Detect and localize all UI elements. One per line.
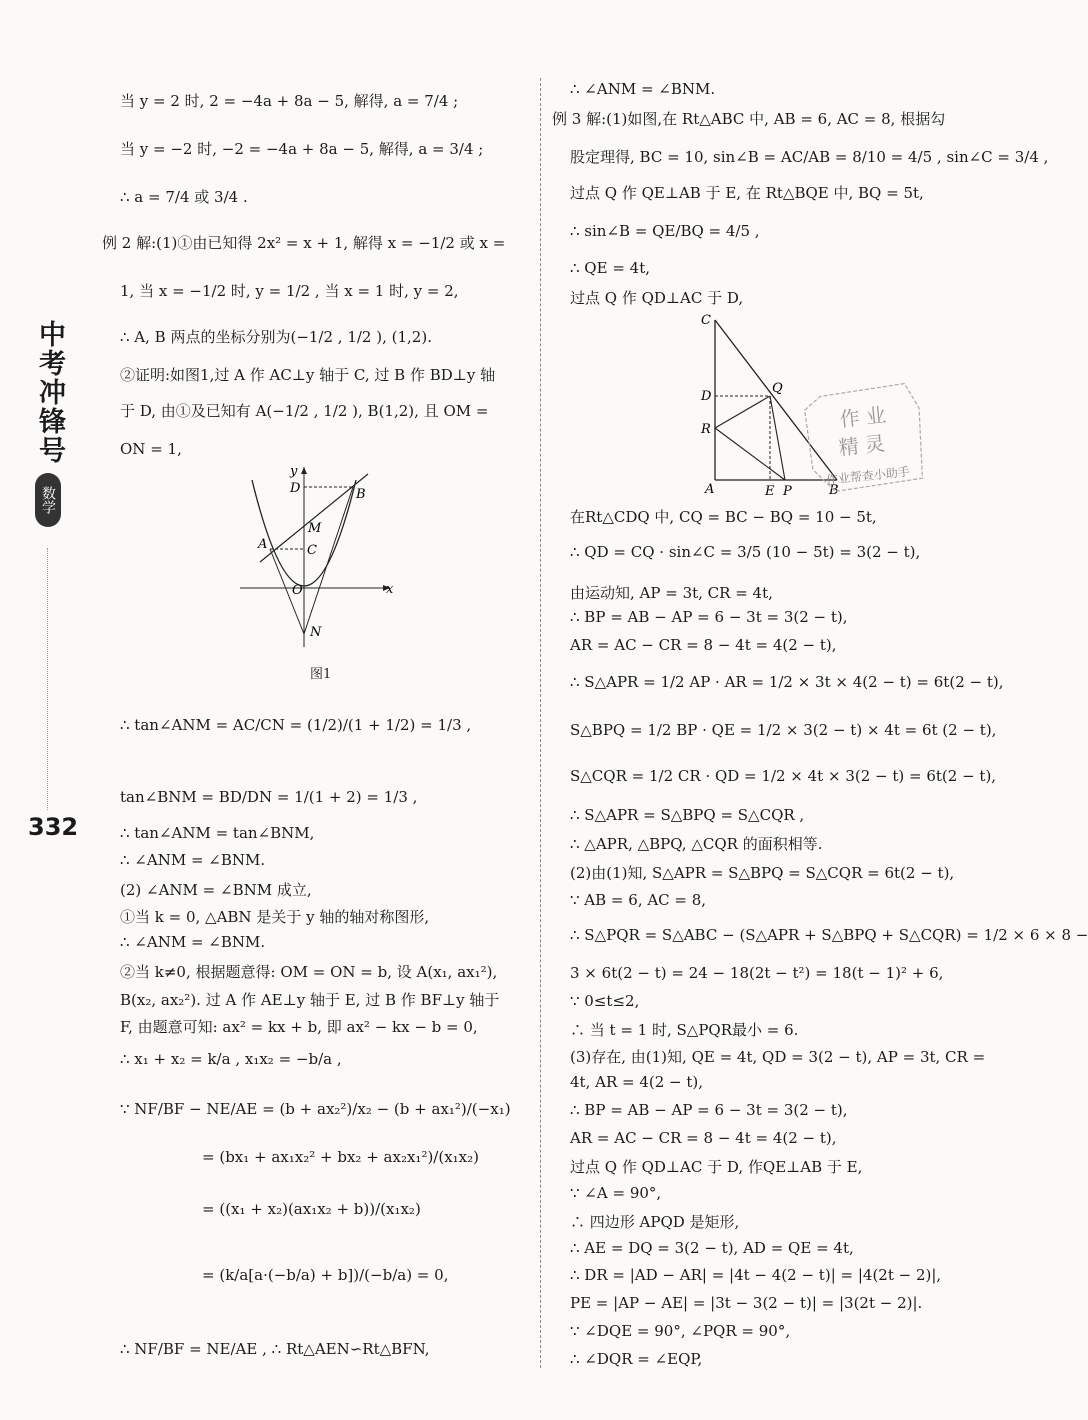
text-line: (2) ∠ANM = ∠BNM 成立,	[120, 881, 312, 899]
text-line: ∵ ∠A = 90°,	[570, 1184, 662, 1202]
text-line: ∴ S△PQR = S△ABC − (S△APR + S△BPQ + S△CQR) = 1/2 × 6 × 8 −	[570, 926, 1088, 944]
book-title: 中考冲锋号	[34, 320, 65, 465]
text-line: ②证明:如图1,过 A 作 AC⊥y 轴于 C, 过 B 作 BD⊥y 轴	[120, 366, 496, 384]
stamp-line-1: 作 业	[838, 402, 888, 432]
subject-badge: 数学	[35, 473, 61, 527]
text-line: ∴ tan∠ANM = AC/CN = (1/2)/(1 + 1/2) = 1/3 ,	[120, 716, 472, 734]
label-b: B	[356, 487, 366, 502]
text-line: 过点 Q 作 QE⊥AB 于 E, 在 Rt△BQE 中, BQ = 5t,	[570, 184, 924, 202]
label-r: R	[701, 422, 711, 437]
text-line: 当 y = −2 时, −2 = −4a + 8a − 5, 解得, a = 3/4 ;	[120, 140, 484, 158]
text-line: ∴ BP = AB − AP = 6 − 3t = 3(2 − t),	[570, 608, 848, 626]
text-line: ∴ S△APR = 1/2 AP · AR = 1/2 × 3t × 4(2 − t) = 6t(2 − t),	[570, 673, 1004, 691]
text-line: ∵ AB = 6, AC = 8,	[570, 891, 707, 909]
column-divider	[540, 78, 541, 1368]
text-line: S△BPQ = 1/2 BP · QE = 1/2 × 3(2 − t) × 4t = 6t (2 − t),	[570, 721, 997, 739]
text-line: = (bx₁ + ax₁x₂² + bx₂ + ax₂x₁²)/(x₁x₂)	[202, 1148, 480, 1166]
segment-bn	[304, 487, 353, 634]
label-c: C	[701, 313, 711, 328]
text-line: ∴ tan∠ANM = tan∠BNM,	[120, 824, 315, 842]
text-line: ∴ ∠DQR = ∠EQP,	[570, 1350, 703, 1368]
text-line: 于 D, 由①及已知有 A(−1/2 , 1/2 ), B(1,2), 且 OM =	[120, 402, 489, 420]
text-line: 3 × 6t(2 − t) = 24 − 18(2t − t²) = 18(t − 1)² + 6,	[570, 964, 944, 982]
text-line: 当 y = 2 时, 2 = −4a + 8a − 5, 解得, a = 7/4 ;	[120, 92, 459, 110]
label-a: A	[258, 537, 268, 552]
text-line: ∴ QD = CQ · sin∠C = 3/5 (10 − 5t) = 3(2 − t),	[570, 543, 921, 561]
stamp-line-2: 精 灵	[837, 431, 887, 460]
left-column	[102, 0, 530, 1420]
text-line: AR = AC − CR = 8 − 4t = 4(2 − t),	[570, 1129, 837, 1147]
text-line: ∵ 0≤t≤2,	[570, 992, 640, 1010]
figure-1-caption: 图1	[310, 667, 332, 682]
segment-rq	[715, 396, 770, 428]
text-line: ∴ DR = |AD − AR| = |4t − 4(2 − t)| = |4(2t − 2)|,	[570, 1266, 942, 1284]
text-line: ∴ ∠ANM = ∠BNM.	[120, 933, 266, 951]
stamp-frame	[795, 378, 936, 501]
text-line: ON = 1,	[120, 440, 182, 458]
label-m: M	[308, 521, 322, 536]
text-line: ∴ ∠ANM = ∠BNM.	[120, 851, 266, 869]
text-line: F, 由题意可知: ax² = kx + b, 即 ax² − kx − b = 0,	[120, 1018, 478, 1036]
text-line: ①当 k = 0, △ABN 是关于 y 轴的轴对称图形,	[120, 908, 430, 926]
label-b: B	[829, 483, 839, 498]
label-d: D	[701, 389, 712, 404]
text-line: (3)存在, 由(1)知, QE = 4t, QD = 3(2 − t), AP = 3t, CR =	[570, 1048, 986, 1066]
text-line: ∵ ∠DQE = 90°, ∠PQR = 90°,	[570, 1322, 791, 1340]
text-line: ∴ A, B 两点的坐标分别为(−1/2 , 1/2 ), (1,2).	[120, 328, 432, 346]
text-line: 过点 Q 作 QD⊥AC 于 D, 作QE⊥AB 于 E,	[570, 1158, 863, 1176]
text-line: 由运动知, AP = 3t, CR = 4t,	[570, 584, 773, 602]
text-line: ∴ QE = 4t,	[570, 259, 651, 277]
text-line: 4t, AR = 4(2 − t),	[570, 1073, 704, 1091]
label-y: y	[290, 464, 298, 479]
text-line: ∴ NF/BF = NE/AE , ∴ Rt△AEN∽Rt△BFN,	[120, 1340, 430, 1358]
text-line: ∴ 四边形 APQD 是矩形,	[570, 1213, 740, 1231]
text-line: ∴ S△APR = S△BPQ = S△CQR ,	[570, 806, 805, 824]
y-axis-arrow	[301, 467, 307, 474]
text-line: ∴ a = 7/4 或 3/4 .	[120, 188, 248, 206]
text-line: ∴ x₁ + x₂ = k/a , x₁x₂ = −b/a ,	[120, 1050, 342, 1068]
label-q: Q	[772, 381, 783, 396]
label-c: C	[307, 543, 317, 558]
label-a: A	[705, 482, 715, 497]
text-line: ∴ sin∠B = QE/BQ = 4/5 ,	[570, 222, 760, 240]
figure-1-parabola	[240, 462, 400, 652]
text-line: = ((x₁ + x₂)(ax₁x₂ + b))/(x₁x₂)	[202, 1200, 421, 1218]
text-line: 例 2 解:(1)①由已知得 2x² = x + 1, 解得 x = −1/2 或 x =	[102, 234, 506, 252]
text-line: ∴ AE = DQ = 3(2 − t), AD = QE = 4t,	[570, 1239, 854, 1257]
text-line: ∵ NF/BF − NE/AE = (b + ax₂²)/x₂ − (b + ax₁²)/(−x₁)	[120, 1100, 511, 1118]
text-line: ∴ BP = AB − AP = 6 − 3t = 3(2 − t),	[570, 1101, 848, 1119]
sidebar	[28, 320, 68, 527]
label-o: O	[292, 583, 303, 598]
text-line: ∴ △APR, △BPQ, △CQR 的面积相等.	[570, 835, 823, 853]
text-line: ∴ 当 t = 1 时, S△PQR最小 = 6.	[570, 1021, 799, 1039]
label-n: N	[310, 625, 322, 640]
text-line: PE = |AP − AE| = |3t − 3(2 − t)| = |3(2t − 2)|.	[570, 1294, 923, 1312]
page-number: 332	[28, 813, 79, 841]
stamp-line-3: 作业帮查小助手	[825, 464, 911, 488]
text-line: tan∠BNM = BD/DN = 1/(1 + 2) = 1/3 ,	[120, 788, 418, 806]
text-line: 在Rt△CDQ 中, CQ = BC − BQ = 10 − 5t,	[570, 508, 877, 526]
text-line: = (k/a[a·(−b/a) + b])/(−b/a) = 0,	[202, 1266, 449, 1284]
sidebar-divider	[47, 548, 49, 810]
watermark-stamp	[795, 378, 936, 501]
text-line: 1, 当 x = −1/2 时, y = 1/2 , 当 x = 1 时, y = 2,	[120, 282, 459, 300]
text-line: AR = AC − CR = 8 − 4t = 4(2 − t),	[570, 636, 837, 654]
label-p: P	[783, 484, 792, 499]
text-line: 股定理得, BC = 10, sin∠B = AC/AB = 8/10 = 4/5 , sin∠C = 3/4 ,	[570, 148, 1049, 166]
text-line: (2)由(1)知, S△APR = S△BPQ = S△CQR = 6t(2 − t),	[570, 864, 955, 882]
segment-rp	[715, 428, 785, 480]
right-column	[552, 0, 1088, 1420]
text-line: B(x₂, ax₂²). 过 A 作 AE⊥y 轴于 E, 过 B 作 BF⊥y 轴于	[120, 991, 500, 1009]
text-line: ∴ ∠ANM = ∠BNM.	[570, 80, 716, 98]
label-e: E	[765, 484, 775, 499]
label-d: D	[290, 481, 301, 496]
text-line: ②当 k≠0, 根据题意得: OM = ON = b, 设 A(x₁, ax₁²),	[120, 963, 498, 981]
text-line: 例 3 解:(1)如图,在 Rt△ABC 中, AB = 6, AC = 8, 根据勾	[552, 110, 946, 128]
label-x: x	[386, 582, 394, 597]
text-line: S△CQR = 1/2 CR · QD = 1/2 × 4t × 3(2 − t) = 6t(2 − t),	[570, 767, 997, 785]
text-line: 过点 Q 作 QD⊥AC 于 D,	[570, 289, 744, 307]
